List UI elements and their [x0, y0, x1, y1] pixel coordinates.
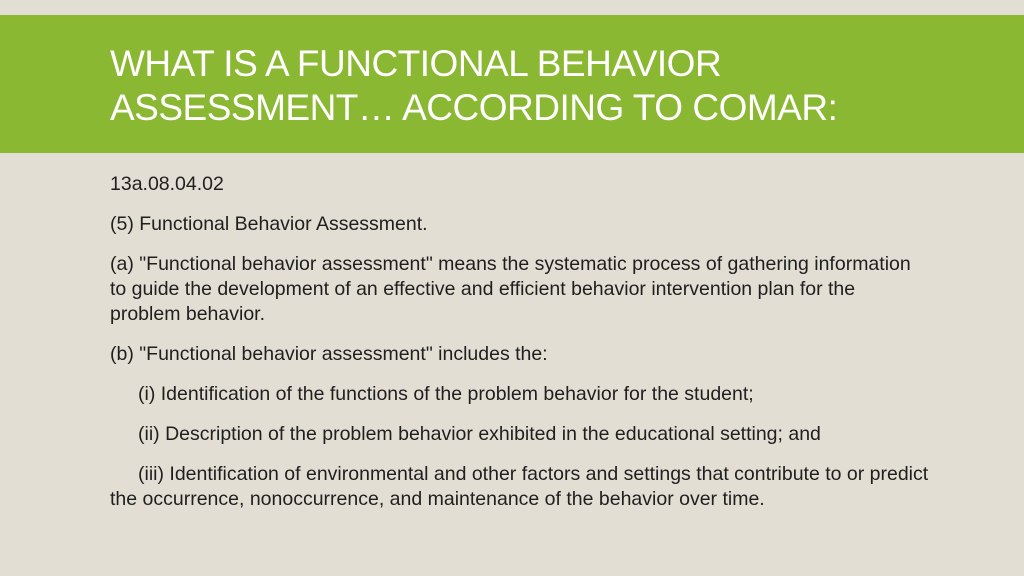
definition-a: (a) "Functional behavior assessment" means the systematic process of gathering information to guide the development of an effective and efficient behavior intervention plan for the problem behavior. [110, 253, 911, 325]
definition-b: (b) "Functional behavior assessment" includes the: [110, 343, 548, 365]
item-iii: (iii) Identification of environmental and other factors and settings that contribute to or predict the occurrence, nonoccurrence, and maintenance of the behavior over time. [110, 463, 929, 510]
top-strip [0, 0, 1024, 15]
section-heading: (5) Functional Behavior Assessment. [110, 213, 428, 235]
slide-title: WHAT IS A FUNCTIONAL BEHAVIOR ASSESSMENT… ACCORDING TO COMAR: [110, 43, 838, 128]
slide-body [110, 172, 930, 527]
regulation-code: 13a.08.04.02 [110, 173, 224, 195]
item-i: (i) Identification of the functions of the problem behavior for the student; [138, 383, 754, 405]
item-ii: (ii) Description of the problem behavior exhibited in the educational setting; and [138, 423, 821, 445]
